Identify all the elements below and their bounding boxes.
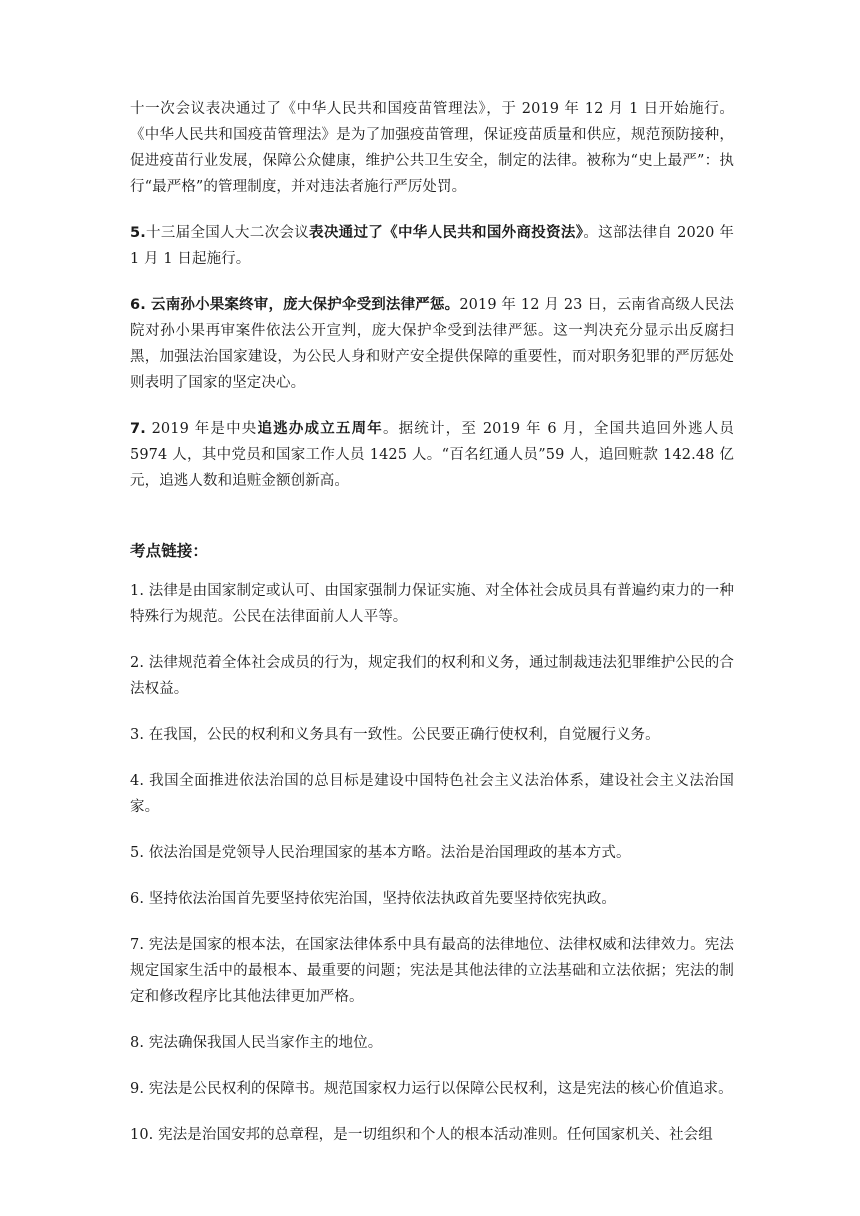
key-point-8: 8. 宪法确保我国人民当家作主的地位。 [130,1035,383,1051]
news-item-5 [130,220,734,272]
key-point-7: 7. 宪法是国家的根本法，在国家法律体系中具有最高的法律地位、法律权威和法律效力。宪法规定国家生活中的最根本、最重要的问题；宪法是其他法律的立法基础和立法依据；宪法的制定和修改程序比其他法律更加严格。 [130,937,734,1005]
news-item-5-rest: 。这部法律自 2020 年 1 月 1 日起施行。 [130,225,734,267]
news-item-7-lead: 2019 年是中央 [145,421,258,437]
intro-paragraph: 十一次会议表决通过了《中华人民共和国疫苗管理法》，于 2019 年 12 月 1 日开始施行。《中华人民共和国疫苗管理法》是为了加强疫苗管理，保证疫苗质量和供应，规范预防接种，促进疫苗行业发展，保障公众健康，维护公共卫生安全，制定的法律。被称为“史上最严”：执行“最严格”的管理制度，并对违法者施行严厉处罚。 [130,101,734,195]
key-point-10: 10. 宪法是治国安邦的总章程，是一切组织和个人的根本活动准则。任何国家机关、社会组 [130,1127,713,1143]
key-point-6: 6. 坚持依法治国首先要坚持依宪治国，坚持依法执政首先要坚持依宪执政。 [130,891,616,907]
news-item-6-body: 2019 年 12 月 23 日，云南省高级人民法院对孙小果再审案件依法公开宣判，庞大保护伞受到法律严惩。这一判决充分显示出反腐扫黑，加强法治国家建设，为公民人身和财产安全提供保障的重要性，而对职务犯罪的严厉惩处则表明了国家的坚定决心。 [130,297,734,391]
key-point-1: 1. 法律是由国家制定或认可、由国家强制力保证实施、对全体社会成员具有普遍约束力的一种特殊行为规范。公民在法律面前人人平等。 [130,583,734,625]
news-item-5-lead: 十三届全国人大二次会议 [145,225,310,241]
key-points-list [130,578,734,1148]
key-point-4: 4. 我国全面推进依法治国的总目标是建设中国特色社会主义法治体系，建设社会主义法治国家。 [130,773,734,815]
news-item-5-number: 5. [130,225,146,241]
news-item-6 [130,292,734,396]
key-point-2: 2. 法律规范着全体社会成员的行为，规定我们的权利和义务，通过制裁违法犯罪维护公民的合法权益。 [130,655,734,697]
document-body [130,96,734,1148]
section-heading: 考点链接： [130,542,209,560]
key-point-3: 3. 在我国，公民的权利和义务具有一致性。公民要正确行使权利，自觉履行义务。 [130,727,660,743]
key-point-9: 9. 宪法是公民权利的保障书。规范国家权力运行以保障公民权利，这是宪法的核心价值追求。 [130,1081,733,1097]
news-item-7-number: 7. [130,421,146,437]
news-item-7-bold: 追逃办成立五周年 [257,421,383,437]
news-item-6-headline: 6. 云南孙小果案终审，庞大保护伞受到法律严惩。 [130,297,460,313]
news-item-7-rest: 。据统计，至 2019 年 6 月，全国共追回外逃人员 5974 人，其中党员和国家工作人员 1425 人。“百名红通人员”59 人，追回赃款 142.48 亿元，追逃人数和追赃金额创新高。 [130,421,734,489]
news-item-7 [130,416,734,494]
key-point-5: 5. 依法治国是党领导人民治理国家的基本方略。法治是治国理政的基本方式。 [130,845,631,861]
news-item-5-bold: 表决通过了《中华人民共和国外商投资法》 [309,225,584,241]
